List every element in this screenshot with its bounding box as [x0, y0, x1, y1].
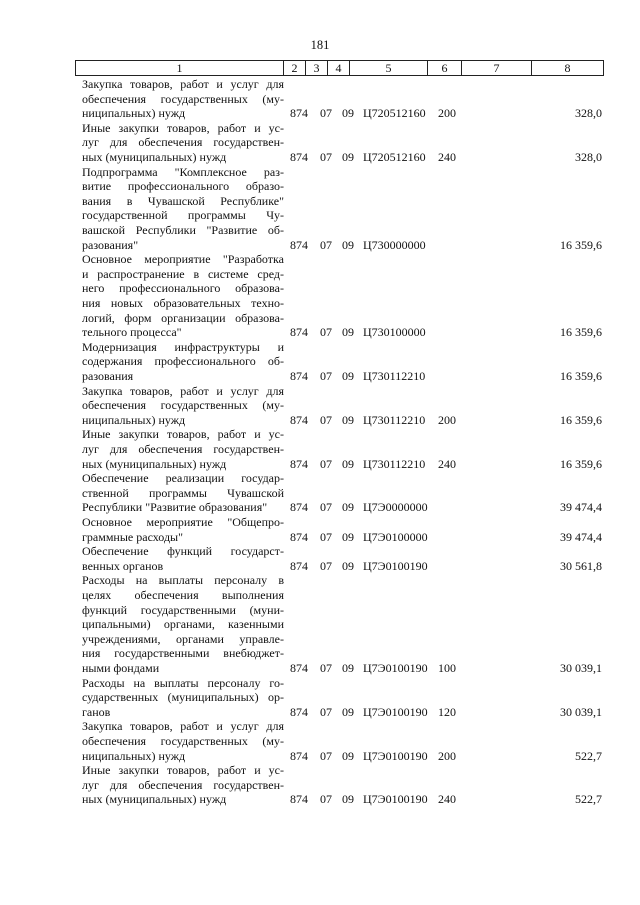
description-line: тельного процесса": [82, 325, 182, 340]
cell-c8: 328,0: [575, 106, 602, 121]
description-line: Подпрограмма "Комплексное раз-: [82, 164, 284, 179]
table-row: [82, 384, 602, 428]
cell-c3: 07: [320, 748, 332, 763]
description-line: луг для обеспечения государствен-: [82, 135, 284, 150]
description-line: граммные расходы": [82, 529, 184, 544]
description-line: Расходы на выплаты персоналу в: [82, 573, 284, 588]
cell-c6: 200: [438, 412, 456, 427]
table-row: [82, 121, 602, 165]
cell-c4: 09: [342, 456, 354, 471]
table-row: [82, 77, 602, 121]
description-line: луг для обеспечения государствен-: [82, 777, 284, 792]
row-description: [82, 471, 284, 515]
table-row: [82, 763, 602, 807]
cell-c8: 16 359,6: [560, 456, 602, 471]
cell-c5: Ц7Э0100190: [363, 704, 428, 719]
cell-c3: 07: [320, 368, 332, 383]
cell-c4: 09: [342, 748, 354, 763]
cell-c5: Ц730100000: [363, 325, 426, 340]
row-description: [82, 340, 284, 384]
column-header-2: 2: [284, 61, 306, 76]
description-line: обеспечения государственных (му-: [82, 733, 284, 748]
column-header-1: 1: [76, 61, 284, 76]
description-line: Закупка товаров, работ и услуг для: [82, 719, 284, 734]
description-line: него профессионального образова-: [82, 281, 284, 296]
row-description: [82, 77, 284, 121]
cell-c4: 09: [342, 149, 354, 164]
cell-c4: 09: [342, 558, 354, 573]
cell-c4: 09: [342, 106, 354, 121]
cell-c5: Ц7Э0100190: [363, 792, 428, 807]
cell-c8: 522,7: [575, 748, 602, 763]
column-header-7: 7: [462, 61, 532, 76]
row-description: [82, 719, 284, 763]
description-line: Основное мероприятие "Разработка: [82, 252, 284, 267]
description-line: сударственных (муниципальных) ор-: [82, 690, 284, 705]
cell-c4: 09: [342, 412, 354, 427]
cell-c3: 07: [320, 500, 332, 515]
description-line: Расходы на выплаты персоналу го-: [82, 675, 284, 690]
description-line: ными фондами: [82, 660, 160, 675]
row-description: [82, 515, 284, 544]
cell-c4: 09: [342, 368, 354, 383]
cell-c6: 240: [438, 456, 456, 471]
table-row: [82, 676, 602, 720]
description-line: государственной программы Чу-: [82, 208, 284, 223]
table-row: [82, 340, 602, 384]
description-line: Иные закупки товаров, работ и ус-: [82, 120, 284, 135]
cell-c8: 16 359,6: [560, 325, 602, 340]
row-description: [82, 252, 284, 340]
cell-c2: 874: [290, 237, 308, 252]
row-description: [82, 763, 284, 807]
description-line: разования": [82, 237, 139, 252]
cell-c6: 240: [438, 149, 456, 164]
table-row: [82, 573, 602, 675]
column-header-4: 4: [328, 61, 350, 76]
cell-c2: 874: [290, 106, 308, 121]
description-line: ниципальных) нужд: [82, 748, 186, 763]
cell-c2: 874: [290, 660, 308, 675]
cell-c5: Ц7Э0100000: [363, 529, 428, 544]
table-row: [82, 427, 602, 471]
row-description: [82, 544, 284, 573]
cell-c5: Ц720512160: [363, 106, 426, 121]
cell-c5: Ц730112210: [363, 456, 426, 471]
cell-c2: 874: [290, 500, 308, 515]
cell-c8: 30 039,1: [560, 660, 602, 675]
row-description: [82, 384, 284, 428]
cell-c6: 240: [438, 792, 456, 807]
description-line: вания в Чувашской Республике": [82, 193, 284, 208]
description-line: Республики "Развитие образования": [82, 500, 268, 515]
description-line: Обеспечение функций государст-: [82, 544, 284, 559]
cell-c3: 07: [320, 456, 332, 471]
description-line: витие профессионального образо-: [82, 179, 284, 194]
cell-c2: 874: [290, 412, 308, 427]
description-line: Иные закупки товаров, работ и ус-: [82, 427, 284, 442]
column-header-3: 3: [306, 61, 328, 76]
cell-c6: 100: [438, 660, 456, 675]
cell-c4: 09: [342, 792, 354, 807]
cell-c5: Ц7Э0100190: [363, 660, 428, 675]
cell-c3: 07: [320, 412, 332, 427]
description-line: целях обеспечения выполнения: [82, 587, 284, 602]
row-description: [82, 676, 284, 720]
cell-c5: Ц730112210: [363, 368, 426, 383]
cell-c3: 07: [320, 237, 332, 252]
cell-c2: 874: [290, 792, 308, 807]
cell-c3: 07: [320, 660, 332, 675]
cell-c3: 07: [320, 704, 332, 719]
description-line: ния новых образовательных техно-: [82, 295, 284, 310]
cell-c6: 200: [438, 748, 456, 763]
description-line: содержания профессионального об-: [82, 354, 284, 369]
cell-c3: 07: [320, 325, 332, 340]
description-line: ниципальных) нужд: [82, 412, 186, 427]
row-description: [82, 427, 284, 471]
cell-c8: 16 359,6: [560, 237, 602, 252]
cell-c5: Ц7Э0100190: [363, 558, 428, 573]
cell-c2: 874: [290, 748, 308, 763]
description-line: Основное мероприятие "Общепро-: [82, 515, 284, 529]
cell-c3: 07: [320, 149, 332, 164]
description-line: учреждениями, органами управле-: [82, 631, 284, 646]
description-line: ственной программы Чувашской: [82, 485, 284, 500]
description-line: логий, форм организации образова-: [82, 310, 284, 325]
cell-c5: Ц720512160: [363, 149, 426, 164]
description-line: ния государственными внебюджет-: [82, 646, 284, 661]
description-line: ных (муниципальных) нужд: [82, 149, 227, 164]
description-line: разования: [82, 368, 134, 383]
row-description: [82, 165, 284, 253]
description-line: Обеспечение реализации государ-: [82, 471, 284, 486]
cell-c2: 874: [290, 704, 308, 719]
description-line: ципальными) органами, казенными: [82, 617, 284, 632]
cell-c2: 874: [290, 325, 308, 340]
cell-c2: 874: [290, 529, 308, 544]
cell-c4: 09: [342, 500, 354, 515]
row-description: [82, 121, 284, 165]
row-description: [82, 573, 284, 675]
cell-c8: 16 359,6: [560, 412, 602, 427]
description-line: ганов: [82, 704, 111, 719]
cell-c2: 874: [290, 558, 308, 573]
table-row: [82, 165, 602, 253]
description-line: Закупка товаров, работ и услуг для: [82, 383, 284, 398]
description-line: луг для обеспечения государствен-: [82, 441, 284, 456]
cell-c3: 07: [320, 792, 332, 807]
description-line: ных (муниципальных) нужд: [82, 456, 227, 471]
description-line: Закупка товаров, работ и услуг для: [82, 77, 284, 91]
description-line: Модернизация инфраструктуры и: [82, 339, 284, 354]
table-row: [82, 544, 602, 573]
column-header-5: 5: [350, 61, 428, 76]
description-line: обеспечения государственных (му-: [82, 91, 284, 106]
cell-c4: 09: [342, 704, 354, 719]
column-header-row: [75, 60, 604, 76]
cell-c5: Ц730112210: [363, 412, 426, 427]
page-number: 181: [310, 38, 330, 52]
cell-c3: 07: [320, 529, 332, 544]
cell-c3: 07: [320, 558, 332, 573]
cell-c8: 328,0: [575, 149, 602, 164]
description-line: функций государственными (муни-: [82, 602, 284, 617]
cell-c4: 09: [342, 325, 354, 340]
cell-c3: 07: [320, 106, 332, 121]
cell-c4: 09: [342, 237, 354, 252]
cell-c4: 09: [342, 529, 354, 544]
table-row: [82, 252, 602, 340]
cell-c8: 30 561,8: [560, 558, 602, 573]
table-row: [82, 471, 602, 515]
description-line: венных органов: [82, 558, 164, 573]
cell-c5: Ц7Э0000000: [363, 500, 428, 515]
cell-c5: Ц7Э0100190: [363, 748, 428, 763]
cell-c8: 30 039,1: [560, 704, 602, 719]
cell-c8: 16 359,6: [560, 368, 602, 383]
description-line: Иные закупки товаров, работ и ус-: [82, 763, 284, 778]
table-row: [82, 719, 602, 763]
description-line: и распространение в системе сред-: [82, 266, 284, 281]
description-line: ниципальных) нужд: [82, 106, 186, 121]
cell-c8: 39 474,4: [560, 529, 602, 544]
cell-c4: 09: [342, 660, 354, 675]
cell-c8: 522,7: [575, 792, 602, 807]
column-header-8: 8: [532, 61, 604, 76]
description-line: вашской Республики "Развитие об-: [82, 222, 284, 237]
cell-c2: 874: [290, 368, 308, 383]
cell-c6: 200: [438, 106, 456, 121]
cell-c6: 120: [438, 704, 456, 719]
table-row: [82, 515, 602, 544]
cell-c5: Ц730000000: [363, 237, 426, 252]
description-line: обеспечения государственных (му-: [82, 398, 284, 413]
cell-c8: 39 474,4: [560, 500, 602, 515]
description-line: ных (муниципальных) нужд: [82, 792, 227, 807]
column-header-6: 6: [428, 61, 462, 76]
cell-c2: 874: [290, 456, 308, 471]
cell-c2: 874: [290, 149, 308, 164]
